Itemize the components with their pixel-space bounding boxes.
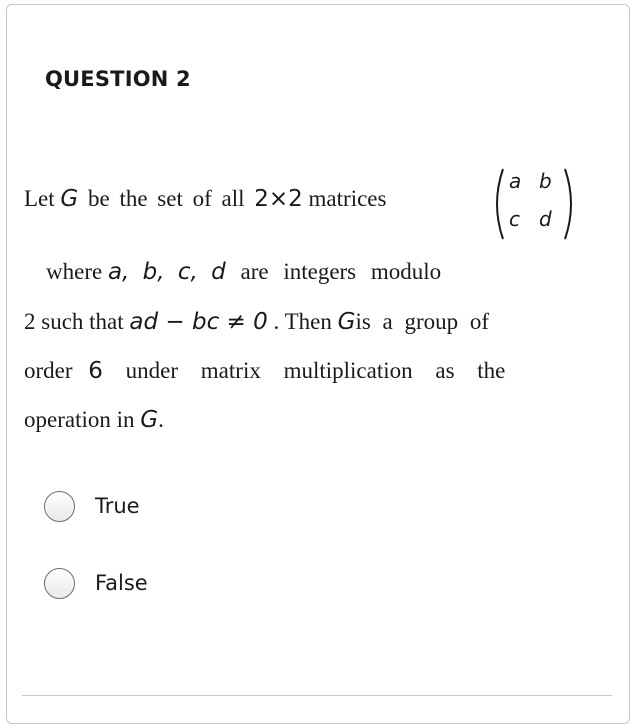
math-variables: a, b, c, d [107, 259, 226, 285]
math-expression: ad − bc ≠ 0 [129, 309, 268, 335]
text-segment: . [158, 407, 164, 432]
matrix-cell-c: c [509, 207, 520, 231]
math-G: G [140, 407, 159, 433]
divider [22, 695, 612, 696]
question-line-2 [46, 259, 441, 285]
matrix-cell-b: b [539, 169, 552, 193]
text-segment: matrices [302, 186, 387, 211]
radio-button[interactable] [44, 491, 75, 522]
option-label: False [95, 571, 148, 595]
math-G: G [337, 309, 356, 335]
question-line-4 [24, 358, 505, 384]
text-segment: operation in [24, 407, 141, 432]
text-segment: 2 such that [24, 309, 130, 334]
option-true[interactable] [44, 488, 140, 524]
matrix-brackets [489, 167, 579, 241]
question-line-3 [24, 309, 489, 335]
question-line-5 [24, 407, 164, 433]
matrix-abcd [489, 167, 579, 241]
matrix-cell-d: d [539, 207, 552, 231]
text-segment: be the set of all [78, 186, 255, 211]
text-segment: . Then [267, 309, 338, 334]
option-label: True [95, 494, 140, 518]
matrix-cell-a: a [509, 169, 522, 193]
math-G: G [60, 186, 79, 212]
text-segment: order [24, 358, 89, 383]
text-segment: under matrix multiplication as the [102, 358, 506, 383]
text-segment: Let [24, 186, 61, 211]
text-segment: is a group of [355, 309, 490, 334]
radio-button[interactable] [44, 568, 75, 599]
math-six: 6 [88, 358, 103, 384]
text-segment: are integers modulo [225, 259, 442, 284]
option-false[interactable] [44, 565, 148, 601]
math-size: 2×2 [254, 186, 303, 212]
text-segment: where [46, 259, 108, 284]
question-title: QUESTION 2 [45, 67, 191, 91]
question-line-1 [24, 186, 386, 212]
